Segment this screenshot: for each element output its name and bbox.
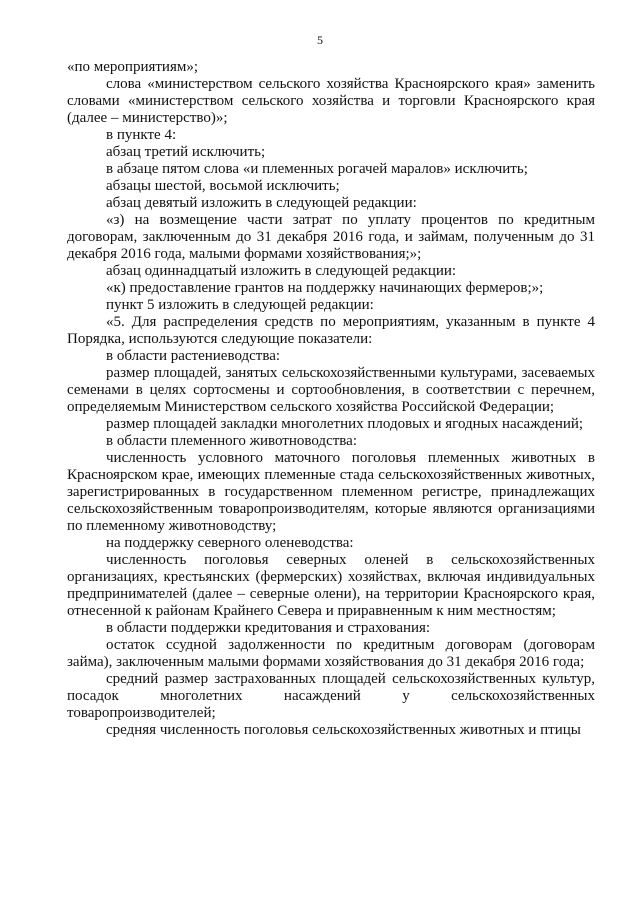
page-number: 5 <box>317 33 323 47</box>
paragraph: в пункте 4: <box>106 127 177 143</box>
paragraph: средняя численность поголовья сельскохозяйственных животных и птицы <box>106 722 581 738</box>
paragraph: в области племенного животноводства: <box>106 433 357 449</box>
paragraph: абзац третий исключить; <box>106 144 266 160</box>
paragraph: абзац одиннадцатый изложить в следующей редакции: <box>106 263 457 279</box>
paragraph: в абзаце пятом слова «и племенных рогачей маралов» исключить; <box>106 161 528 177</box>
paragraph: остаток ссудной задолженности по кредитным договорам (договорам займа), заключенным малыми формами хозяйствования до 31 декабря 2016 года; <box>67 637 595 670</box>
paragraph: абзацы шестой, восьмой исключить; <box>106 178 340 194</box>
paragraph: «по мероприятиям»; <box>67 59 199 75</box>
paragraph: в области растениеводства: <box>106 348 281 364</box>
paragraph: в области поддержки кредитования и страхования: <box>106 620 431 636</box>
paragraph: средний размер застрахованных площадей сельскохозяйственных культур, посадок многолетних насаждений у сельскохозяйственных товаропроизводителей; <box>67 671 595 721</box>
paragraph: численность поголовья северных оленей в сельскохозяйственных организациях, крестьянских (фермерских) хозяйствах, включая индивидуальных предпринимателей (далее – северные олени), на территории Красноярского края, отнесенной к районам Крайнего Севера и приравненным к ним местностям; <box>67 552 595 619</box>
paragraph: «з) на возмещение части затрат по уплату процентов по кредитным договорам, заключенным до 31 декабря 2016 года, и займам, полученным до 31 декабря 2016 года, малыми формами хозяйствования;»; <box>67 212 595 262</box>
paragraph: размер площадей, занятых сельскохозяйственными культурами, засеваемых семенами в целях сортосмены и сортообновления, в соответствии с перечнем, определяемым Министерством сельского хозяйства Российской Федерации; <box>67 365 595 415</box>
paragraph: пункт 5 изложить в следующей редакции: <box>106 297 374 313</box>
paragraph: размер площадей закладки многолетних плодовых и ягодных насаждений; <box>106 416 584 432</box>
paragraph: слова «министерством сельского хозяйства Красноярского края» заменить словами «министерством сельского хозяйства и торговли Красноярского края (далее – министерство)»; <box>67 76 595 126</box>
paragraph: численность условного маточного поголовья племенных животных в Красноярском крае, имеющих племенные стада сельскохозяйственных животных, зарегистрированных в государственном племенном регистре, принадлежащих сельскохозяйственным товаропроизводителям, которые являются организациями по племенному животноводству; <box>67 450 595 534</box>
document-body <box>67 59 595 739</box>
paragraph: «к) предоставление грантов на поддержку начинающих фермеров;»; <box>106 280 544 296</box>
paragraph: «5. Для распределения средств по мероприятиям, указанным в пункте 4 Порядка, используются следующие показатели: <box>67 314 595 347</box>
paragraph: на поддержку северного оленеводства: <box>106 535 354 551</box>
paragraph: абзац девятый изложить в следующей редакции: <box>106 195 417 211</box>
